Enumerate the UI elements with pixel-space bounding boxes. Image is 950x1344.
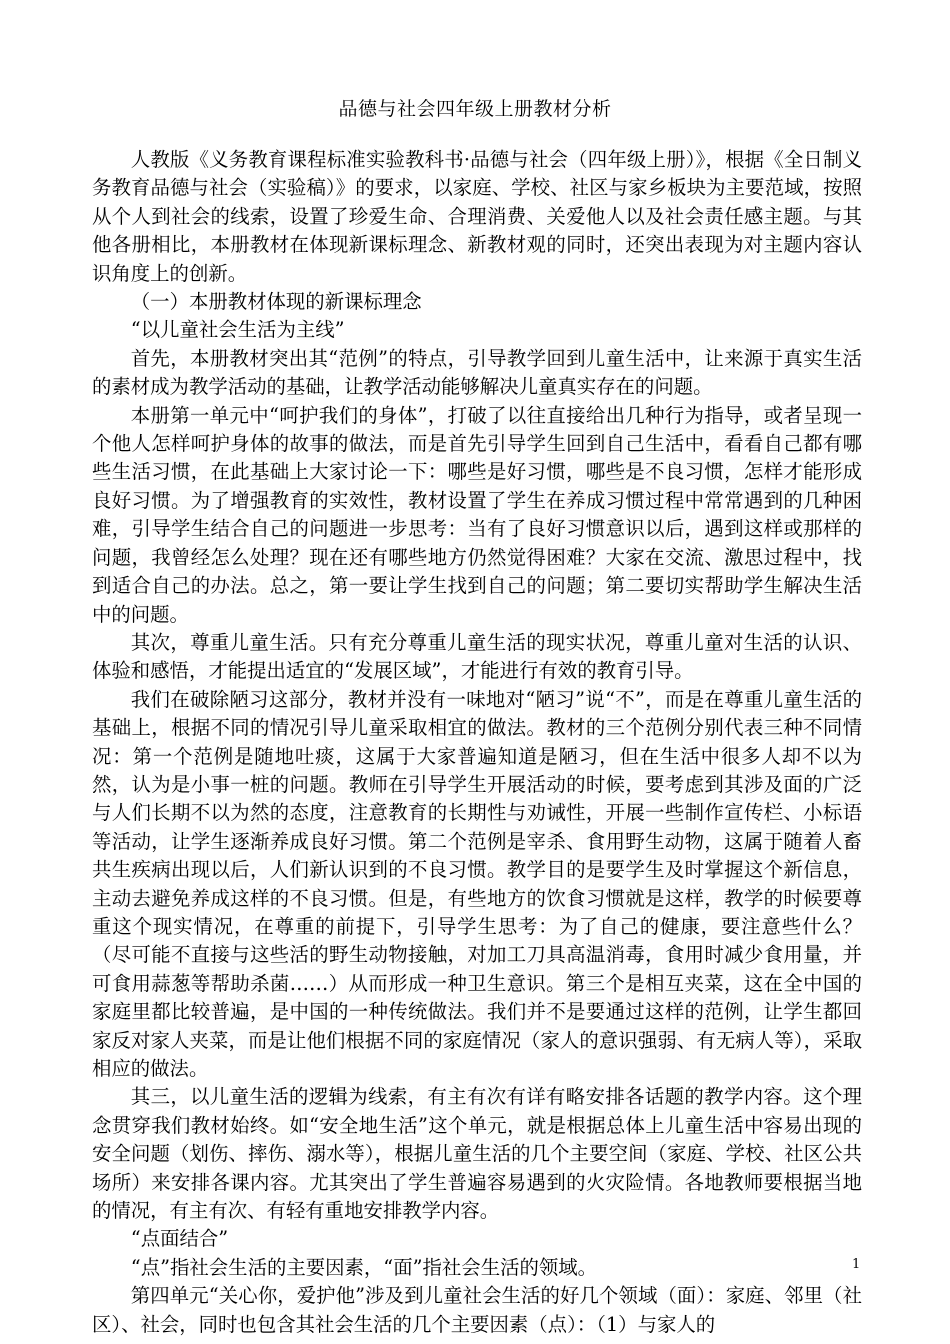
subheading-child-life: “以儿童社会生活为主线”: [130, 318, 345, 342]
paragraph-intro: 人教版《义务教育课程标准实验教科书·品德与社会（四年级上册）》，根据《全日制义务教育品德与社会（实验稿）》的要求，以家庭、学校、社区与家乡板块为主要范域，按照从个人到社会的线索，设置了珍爱生命、合理消费、关爱他人以及社会责任感主题。与其他各册相比，本册教材在体现新课标理念、新教材观的同时，还突出表现为对主题内容认识角度上的创新。: [92, 148, 862, 285]
paragraph-unit-one: 本册第一单元中“呵护我们的身体”，打破了以往直接给出几种行为指导，或者呈现一个他人怎样呵护身体的故事的做法，而是首先引导学生回到自己生活中，看看自己都有哪些生活习惯，在此基础上大家讨论一下：哪些是好习惯，哪些是不良习惯，怎样才能形成良好习惯。为了增强教育的实效性，教材设置了学生在养成习惯过程中常常遇到的几种困难，引导学生结合自己的问题进一步思考：当有了良好习惯意识以后，遇到这样或那样的问题，我曾经怎么处理？现在还有哪些地方仍然觉得困难？大家在交流、激思过程中，找到适合自己的办法。总之，第一要让学生找到自己的问题；第二要切实帮助学生解决生活中的问题。: [92, 403, 862, 626]
document-body: [92, 146, 862, 1339]
paragraph-first-point: 首先，本册教材突出其“范例”的特点，引导教学回到儿童生活中，让来源于真实生活的素材成为教学活动的基础，让教学活动能够解决儿童真实存在的问题。: [92, 346, 862, 399]
paragraph-unit-four: 第四单元“关心你，爱护他”涉及到儿童社会生活的好几个领域（面）：家庭、邻里（社区）、社会，同时也包含其社会生活的几个主要因素（点）：（1）与家人的: [92, 1284, 862, 1336]
document-title: 品德与社会四年级上册教材分析: [338, 98, 612, 120]
paragraph-third-point: 其三，以儿童生活的逻辑为线索，有主有次有详有略安排各话题的教学内容。这个理念贯穿我们教材始终。如“安全地生活”这个单元，就是根据总体上儿童生活中容易出现的安全问题（划伤、摔伤、溺水等），根据儿童生活的几个主要空间（家庭、学校、社区公共场所）来安排各课内容。尤其突出了学生普遍容易遇到的火灾险情。各地教师要根据当地的情况，有主有次、有轻有重地安排教学内容。: [92, 1085, 862, 1223]
paragraph-second-point: 其次，尊重儿童生活。只有充分尊重儿童生活的现实状况，尊重儿童对生活的认识、体验和感悟，才能提出适宜的“发展区域”，才能进行有效的教育引导。: [92, 630, 862, 683]
paragraph-point-area-definition: “点”指社会生活的主要因素，“面”指社会生活的领域。: [130, 1255, 598, 1279]
subheading-point-and-area: “点面结合”: [130, 1227, 229, 1251]
page-number: 1: [852, 1257, 861, 1272]
paragraph-bad-habits: 我们在破除陋习这部分，教材并没有一味地对“陋习”说“不”，而是在尊重儿童生活的基础上，根据不同的情况引导儿童采取相宜的做法。教材的三个范例分别代表三种不同情况：第一个范例是随地吐痰，这属于大家普遍知道是陋习，但在生活中很多人却不以为然，认为是小事一桩的问题。教师在引导学生开展活动的时候，要考虑到其涉及面的广泛与人们长期不以为然的态度，注意教育的长期性与劝诫性，开展一些制作宣传栏、小标语等活动，让学生逐渐养成良好习惯。第二个范例是宰杀、食用野生动物，这属于随着人畜共生疾病出现以后，人们新认识到的不良习惯。教学目的是要学生及时掌握这个新信息，主动去避免养成这样的不良习惯。但是，有些地方的饮食习惯就是这样，教学的时候要尊重这个现实情况，在尊重的前提下，引导学生思考：为了自己的健康，要注意些什么？（尽可能不直接与这些活的野生动物接触，对加工刀具高温消毒，食用时减少食用量，并可食用蒜葱等帮助杀菌……）从而形成一种卫生意识。第三个是相互夹菜，这在全中国的家庭里都比较普遍，是中国的一种传统做法。我们并不是要通过这样的范例，让学生都回家反对家人夹菜，而是让他们根据不同的家庭情况（家人的意识强弱、有无病人等），采取相应的做法。: [92, 687, 862, 1080]
section-heading: （一）本册教材体现的新课标理念: [130, 290, 422, 314]
